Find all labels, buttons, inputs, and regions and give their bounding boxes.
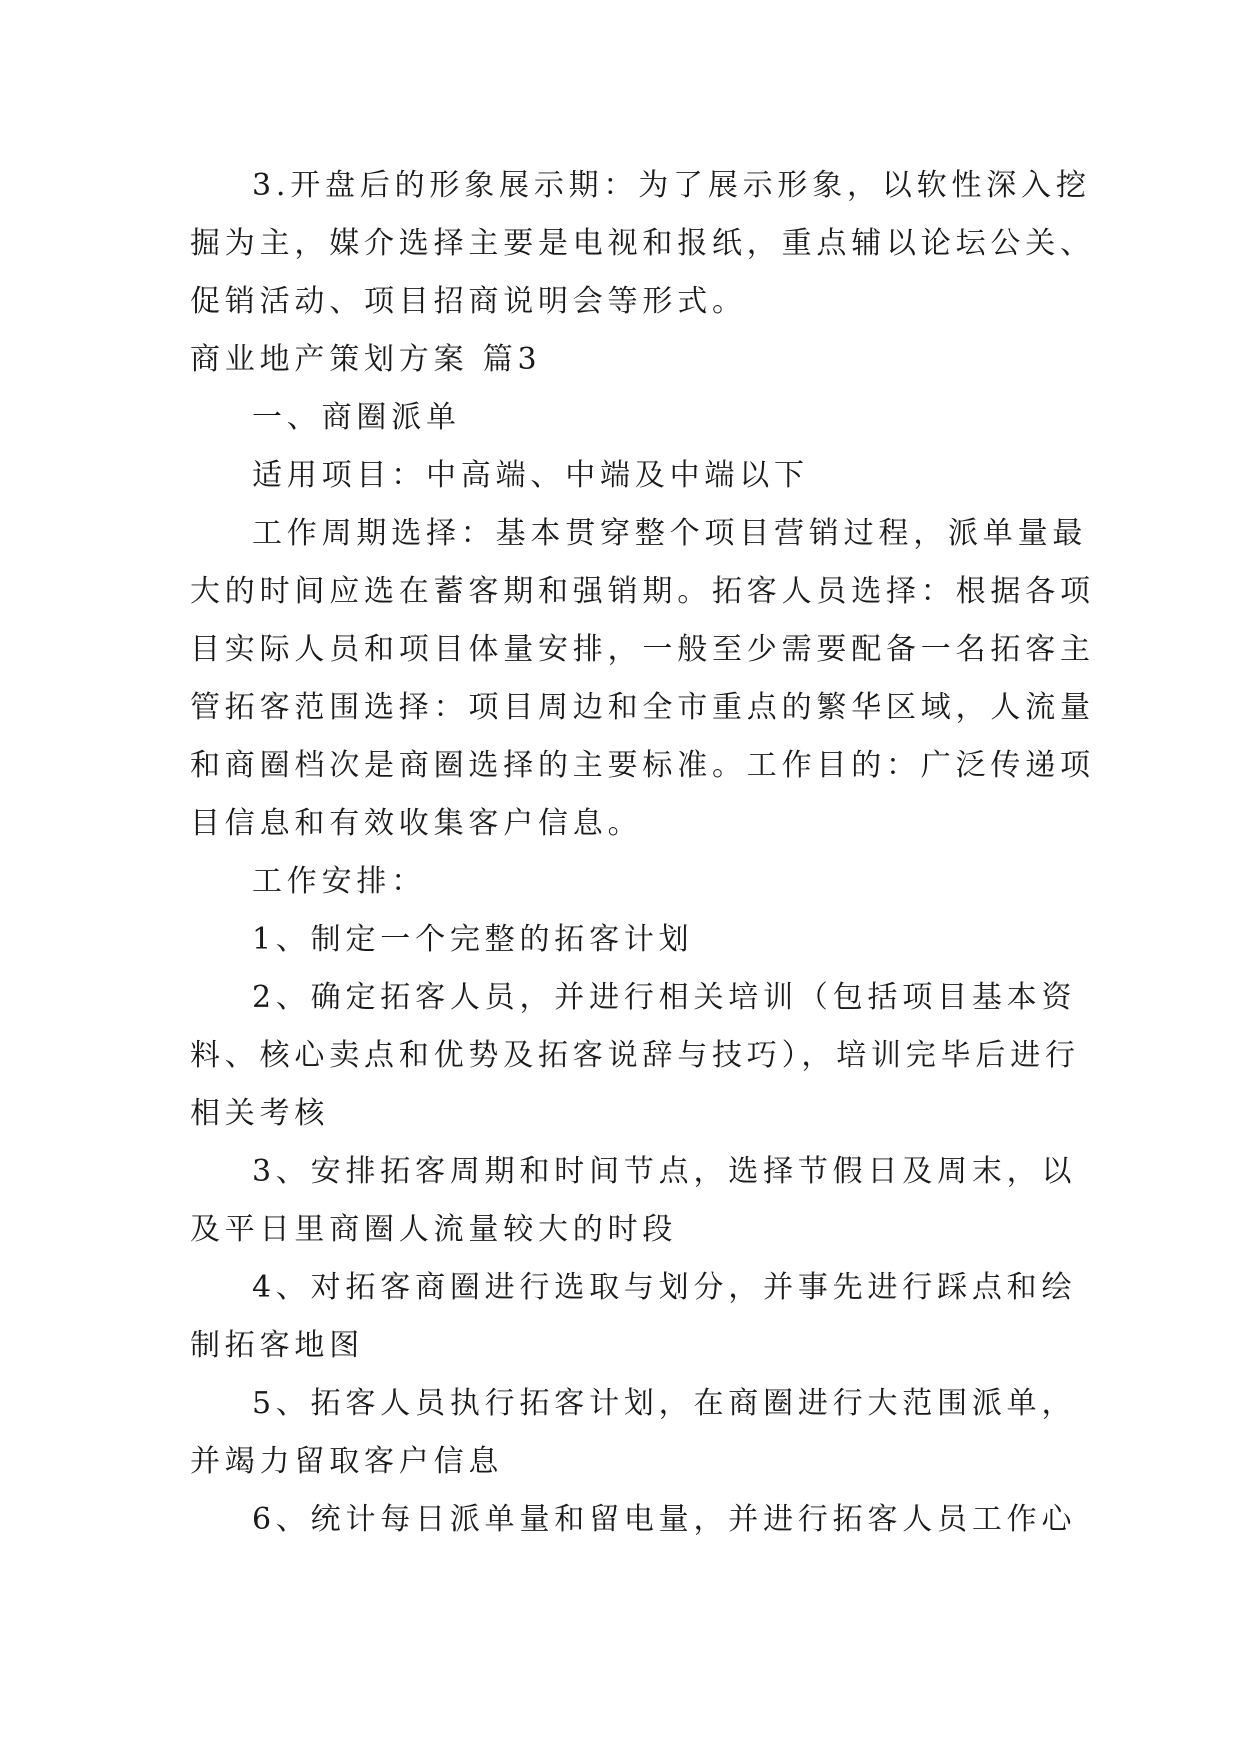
list-item: 5、拓客人员执行拓客计划，在商圈进行大范围派单，	[252, 1386, 1077, 1421]
paragraph-line: 和商圈档次是商圈选择的主要标准。工作目的：广泛传递项	[190, 748, 1095, 783]
list-item: 3、安排拓客周期和时间节点，选择节假日及周末，以	[252, 1154, 1077, 1189]
list-item-continued: 及平日里商圈人流量较大的时段	[190, 1212, 678, 1247]
paragraph-line: 适用项目：中高端、中端及中端以下	[252, 458, 809, 493]
paragraph-line: 3.开盘后的形象展示期：为了展示形象，以软性深入挖	[252, 168, 1091, 203]
subsection-heading: 一、商圈派单	[252, 400, 461, 435]
paragraph-line: 大的时间应选在蓄客期和强销期。拓客人员选择：根据各项	[190, 574, 1095, 609]
list-item: 2、确定拓客人员，并进行相关培训（包括项目基本资	[252, 980, 1077, 1015]
paragraph-line: 促销活动、项目招商说明会等形式。	[190, 284, 747, 319]
paragraph-line: 工作安排：	[252, 864, 426, 899]
paragraph-line: 目实际人员和项目体量安排，一般至少需要配备一名拓客主	[190, 632, 1095, 667]
list-item-continued: 相关考核	[190, 1096, 330, 1131]
list-item-continued: 料、核心卖点和优势及拓客说辞与技巧），培训完毕后进行	[190, 1038, 1080, 1073]
paragraph-line: 掘为主，媒介选择主要是电视和报纸，重点辅以论坛公关、	[190, 226, 1095, 261]
list-item-continued: 制拓客地图	[190, 1328, 364, 1363]
list-item: 6、统计每日派单量和留电量，并进行拓客人员工作心	[252, 1502, 1077, 1537]
paragraph-line: 管拓客范围选择：项目周边和全市重点的繁华区域，人流量	[190, 690, 1095, 725]
section-heading: 商业地产策划方案 篇3	[190, 342, 542, 377]
paragraph-line: 工作周期选择：基本贯穿整个项目营销过程，派单量最	[252, 516, 1088, 551]
list-item-continued: 并竭力留取客户信息	[190, 1444, 504, 1479]
list-item: 1、制定一个完整的拓客计划	[252, 922, 694, 957]
paragraph-line: 目信息和有效收集客户信息。	[190, 806, 643, 841]
list-item: 4、对拓客商圈进行选取与划分，并事先进行踩点和绘	[252, 1270, 1077, 1305]
